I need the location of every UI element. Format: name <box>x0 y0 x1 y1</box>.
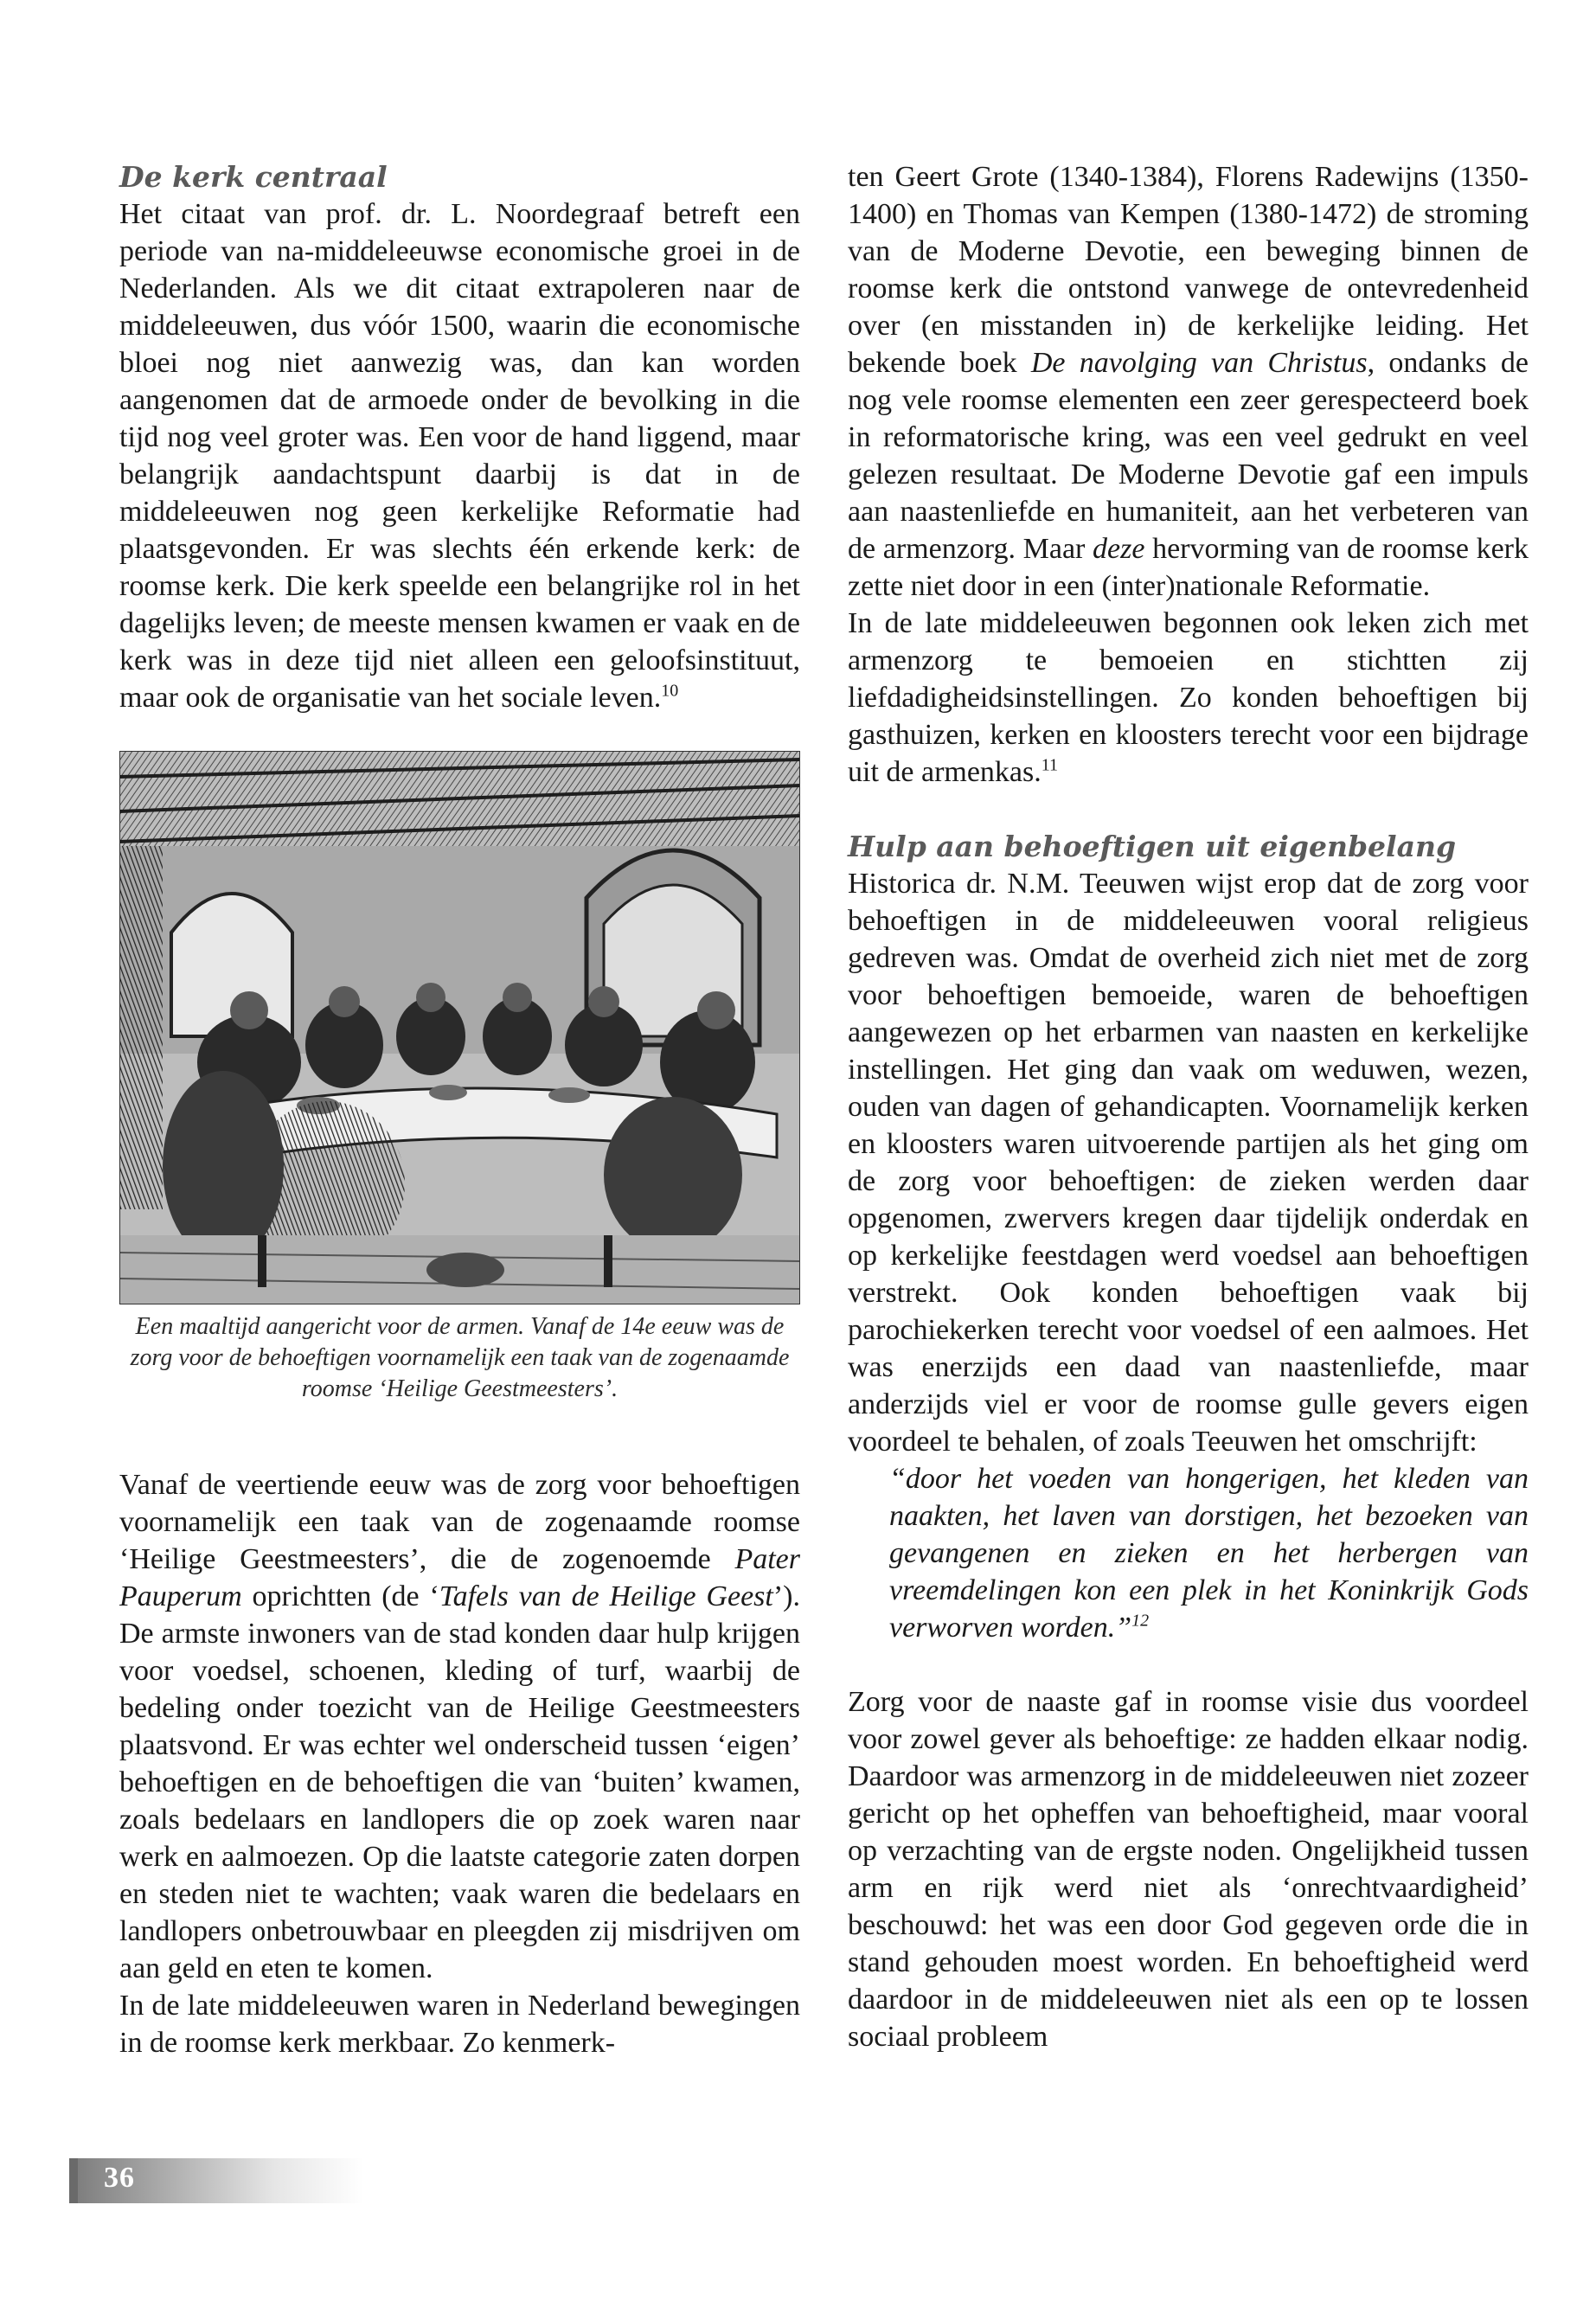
text-run: , ondanks de nog vele roomse elementen een zeer gerespecteerd boek in reformatorische kring, was een veel gedrukt en veel gelezen resultaat. De Moderne Devotie gaf een impuls aan naastenliefde en humaniteit, aan het verbeteren van de armenzorg. Maar <box>848 347 1529 565</box>
page-number: 36 <box>104 2162 135 2194</box>
italic-run: deze <box>1093 533 1145 565</box>
page-number-bar <box>69 2158 363 2203</box>
text-run: Vanaf de veertiende eeuw was de zorg voor behoeftigen voornamelijk een taak van de zogenaamde roomse ‘Heilige Geestmeesters’, die de zogenoemde <box>119 1469 800 1575</box>
paragraph-late-middeleeuwen: In de late middeleeuwen waren in Nederland bewegingen in de roomse kerk merkbaar. Zo kenmerk- <box>119 1990 800 2059</box>
text-run: In de late middeleeuwen begonnen ook leken zich met armenzorg te bemoeien en stichtten zij liefdadigheidsinstellingen. Zo konden behoeftigen bij gasthuizen, kerken en kloosters terecht voor een bijdrage uit de armenkas. <box>848 607 1529 788</box>
section-heading-eigenbelang: Hulp aan behoeftigen uit eigenbelang <box>848 830 1457 863</box>
quote-text: “door het voeden van hongerigen, het kleden van naakten, het laven van dorstigen, het bezoeken van gevangenen en zieken en het herbergen van vreemdelingen kon een plek in het Koninkrijk Gods verworven worden.” <box>889 1463 1529 1644</box>
page-bar-accent <box>69 2158 78 2203</box>
paragraph-geestmeesters <box>119 1466 800 1987</box>
text-run: ten Geert Grote (1340-1384), Florens Radewijns (1350-1400) en Thomas van Kempen (1380-1472) de stroming van de Moderne Devotie, een beweging binnen de roomse kerk die ontstond vanwege de ontevredenheid over (en misstanden in) de kerkelijke leiding. Het bekende boek <box>848 161 1529 379</box>
figure-caption: Een maaltijd aangericht voor de armen. Vanaf de 14e eeuw was de zorg voor de behoeftigen voornamelijk een taak van de zogenaamde roomse ‘Heilige Geestmeesters’. <box>130 1313 790 1402</box>
paragraph-moderne-devotie <box>848 158 1529 605</box>
text-run: hervorming van de roomse kerk zette niet door in een (inter)nationale Reformatie. <box>848 533 1529 602</box>
text-run: ’). De armste inwoners van de stad konden daar hulp krijgen voor voedsel, schoenen, kleding of turf, waarbij de bedeling onder toezicht van de Heilige Geestmeesters plaatsvond. Er was echter wel onderscheid tussen ‘eigen’ behoeftigen en de behoeftigen die van ‘buiten’ kwamen, zoals bedelaars en landlopers die op zoek waren naar werk en aalmoezen. Op die laatste categorie zaten dorpen en steden niet te wachten; vaak waren die bedelaars en landlopers onbetrouwbaar en pleegden zij misdrijven om aan geld en eten te komen. <box>119 1580 801 1984</box>
paragraph-zorg-voor-naaste: Zorg voor de naaste gaf in roomse visie dus voordeel voor zowel gever als behoeftige: ze hadden elkaar nodig. Daardoor was armenzorg in de middeleeuwen niet zozeer gericht op het opheffen van behoeftigheid, maar vooral op verzachting van de ergste noden. Ongelijkheid tussen arm en rijk werd niet als ‘onrechtvaardigheid’ beschouwd: het was een door God gegeven orde die in stand gehouden moest worden. En behoeftigheid werd daardoor in de middeleeuwen niet als een op te lossen sociaal probleem <box>848 1686 1529 2053</box>
section-heading-kerk-centraal: De kerk centraal <box>119 160 388 194</box>
spacer <box>848 1646 1529 1683</box>
engraving-illustration <box>119 751 800 1304</box>
left-column <box>119 158 800 2061</box>
spacer <box>119 1429 800 1466</box>
spacer <box>848 791 1529 828</box>
paragraph-text: Het citaat van prof. dr. L. Noordegraaf betreft een periode van na-middeleeuwse economische groei in de Nederlanden. Als we dit citaat extrapoleren naar de middeleeuwen, dus vóór 1500, waarin die economische bloei nog niet aanwezig was, dan kan worden aangenomen dat de armoede onder de bevolking in die tijd nog veel groter was. Een voor de hand liggend, maar belangrijk aandachtspunt daarbij is dat in de middeleeuwen nog geen kerkelijke Reformatie had plaatsgevonden. Er was slechts één erkende kerk: de roomse kerk. Die kerk speelde een belangrijke rol in het dagelijks leven; de meeste mensen kwamen er vaak en de kerk was in deze tijd niet alleen een geloofsinstituut, maar ook de organisatie van het sociale leven. <box>119 198 800 714</box>
footnote-ref: 10 <box>661 681 679 701</box>
footnote-ref: 12 <box>1131 1611 1150 1631</box>
italic-run: Tafels van de Heilige Geest <box>439 1580 773 1612</box>
italic-run: De navolging van Christus <box>1030 347 1368 379</box>
paragraph-kerk-centraal <box>119 195 800 716</box>
italic-run: Pater Pauperum <box>119 1543 800 1612</box>
block-quote <box>889 1460 1529 1646</box>
footnote-ref: 11 <box>1041 755 1059 775</box>
text-run: oprichtten (de ‘ <box>241 1580 439 1612</box>
paragraph-leken <box>848 605 1529 791</box>
paragraph-teeuwen: Historica dr. N.M. Teeuwen wijst erop dat de zorg voor behoeftigen in de middeleeuwen vooral religieus gedreven was. Omdat de overheid zich niet met de zorg voor behoeftigen bemoeide, waren de behoeftigen aangewezen op het erbarmen van naasten en kerkelijke instellingen. Het ging dan vaak om weduwen, wezen, ouden van dagen of gehandicapten. Voornamelijk kerken en kloosters waren uitvoerende partijen als het ging om de zorg voor behoeftigen: de zieken werden daar opgenomen, zwervers kregen daar tijdelijk onderdak en op kerkelijke feestdagen werd voedsel aan behoeftigen verstrekt. Ook konden behoeftigen vaak bij parochiekerken terecht voor voedsel of een aalmoes. Het was enerzijds een daad van naastenliefde, maar anderzijds viel er voor de roomse gulle gevers eigen voordeel te behalen, of zoals Teeuwen het omschrijft: <box>848 868 1529 1458</box>
right-column <box>848 158 1529 2055</box>
engraving-image <box>119 751 800 1304</box>
